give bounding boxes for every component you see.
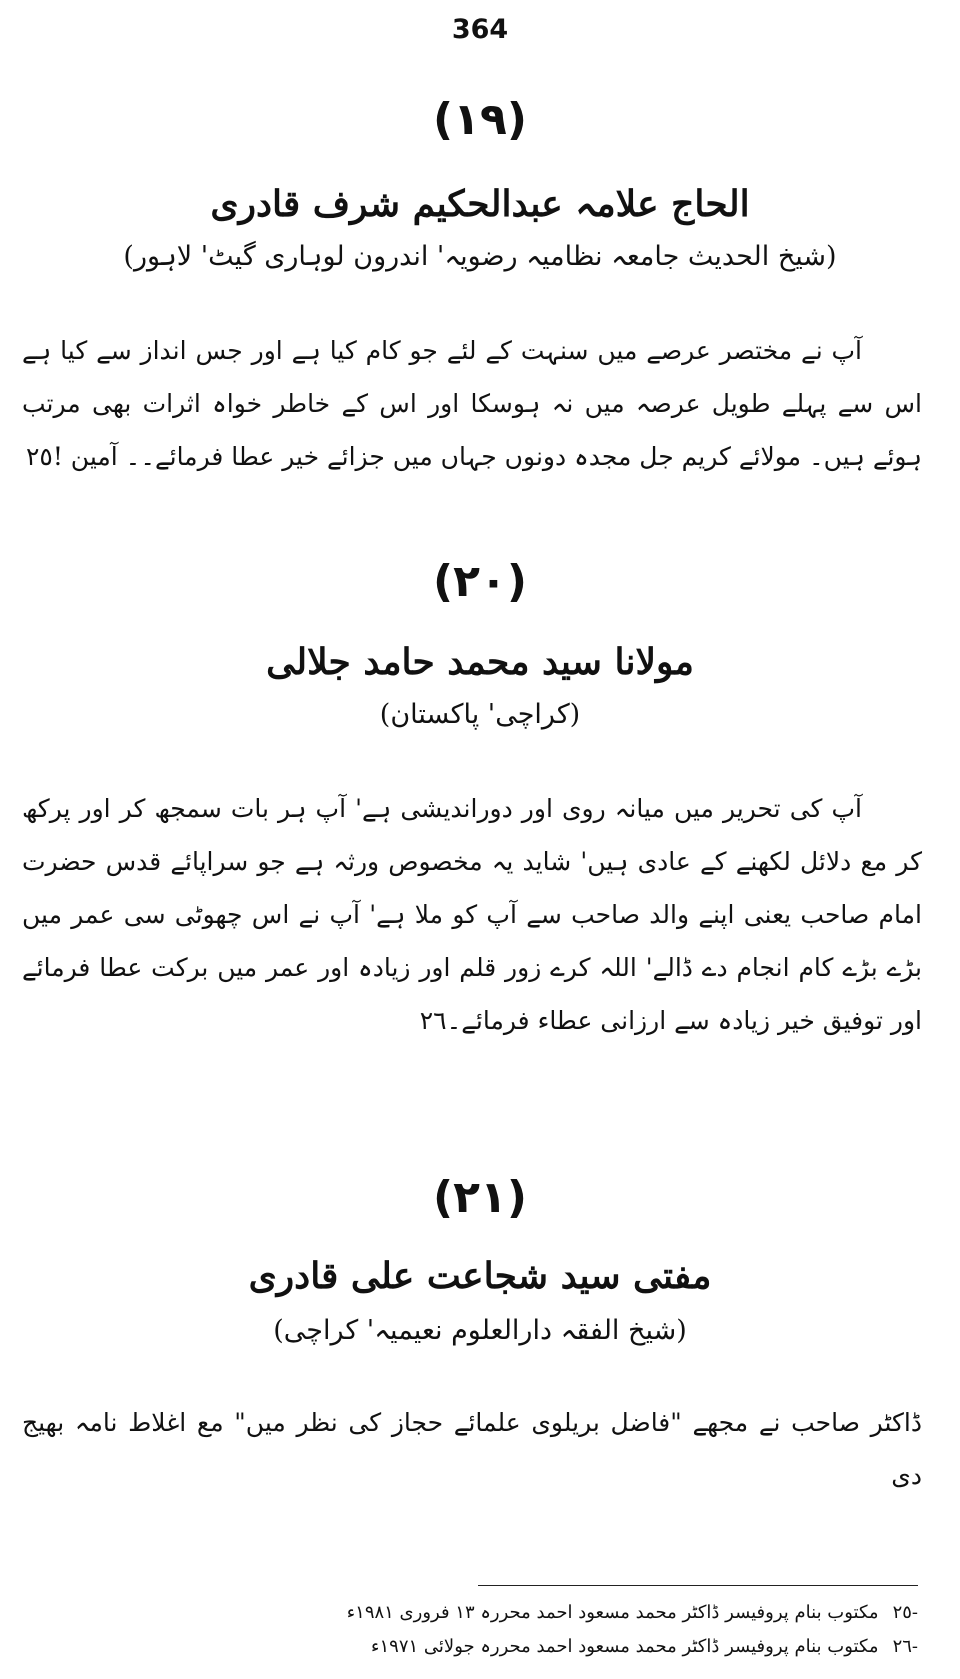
footnote-25 [60, 1598, 918, 1628]
footnote-26 [60, 1632, 918, 1662]
section-subtitle-20: (کراچی' پاکستان) [379, 699, 581, 730]
section-body-19 [22, 324, 922, 483]
section-subtitle-19: (شیخ الحدیث جامعہ نظامیہ رضویہ' اندرون لوہاری گیٹ' لاہور) [123, 241, 837, 272]
section-number-21: (٢١) [433, 1172, 527, 1223]
section-heading-21: مفتی سید شجاعت علی قادری [248, 1255, 712, 1297]
section-subtitle-21: (شیخ الفقہ دارالعلوم نعیمیہ' کراچی) [273, 1315, 687, 1346]
footnote-text: مکتوب بنام پروفیسر ڈاکٹر محمد مسعود احمد محررہ ١٣ فروری ١٩٨١ء [346, 1602, 879, 1623]
section-body-21 [22, 1396, 922, 1502]
footnote-number: -٢٦ [892, 1636, 918, 1657]
paragraph: آپ کی تحریر میں میانہ روی اور دوراندیشی ہے' آپ ہر بات سمجھ کر اور پرکھ کر مع دلائل لکھنے کے عادی ہیں' شاید یہ مخصوص ورثہ ہے جو سراپائے قدس حضرت امام صاحب یعنی اپنے والد صاحب سے آپ کو ملا ہے' آپ نے اس چھوٹی سی عمر میں بڑے بڑے کام انجام دے ڈالے' اللہ کرے زور قلم اور زیادہ اور عمر میں برکت عطا فرمائے اور توفیق خیر زیادہ سے ارزانی عطاء فرمائے۔٢٦ [22, 794, 922, 1035]
section-heading-19: الحاج علامہ عبدالحکیم شرف قادری [210, 183, 750, 225]
footnote-text: مکتوب بنام پروفیسر ڈاکٹر محمد مسعود احمد محررہ جولائی ١٩٧١ء [371, 1636, 879, 1657]
page-number: 364 [451, 14, 509, 45]
section-number-19: (١٩) [433, 94, 527, 145]
footnote-number: -٢٥ [892, 1602, 918, 1623]
paragraph: ڈاکٹر صاحب نے مجھے "فاضل بریلوی علمائے حجاز کی نظر میں" مع اغلاط نامہ بھیج دی [22, 1408, 922, 1490]
section-heading-20: مولانا سید محمد حامد جلالی [266, 641, 694, 683]
section-body-20 [22, 782, 922, 1047]
paragraph: آپ نے مختصر عرصے میں سنہت کے لئے جو کام کیا ہے اور جس انداز سے کیا ہے اس سے پہلے طویل عرصہ میں نہ ہوسکا اور اس کے خاطر خواہ اثرات بھی مرتب ہوئے ہیں۔ مولائے کریم جل مجدہ دونوں جہاں میں جزائے خیر عطا فرمائے۔۔ آمین !٢٥ [22, 336, 922, 471]
footnote-divider [478, 1585, 918, 1586]
section-number-20: (٢٠) [433, 556, 527, 607]
